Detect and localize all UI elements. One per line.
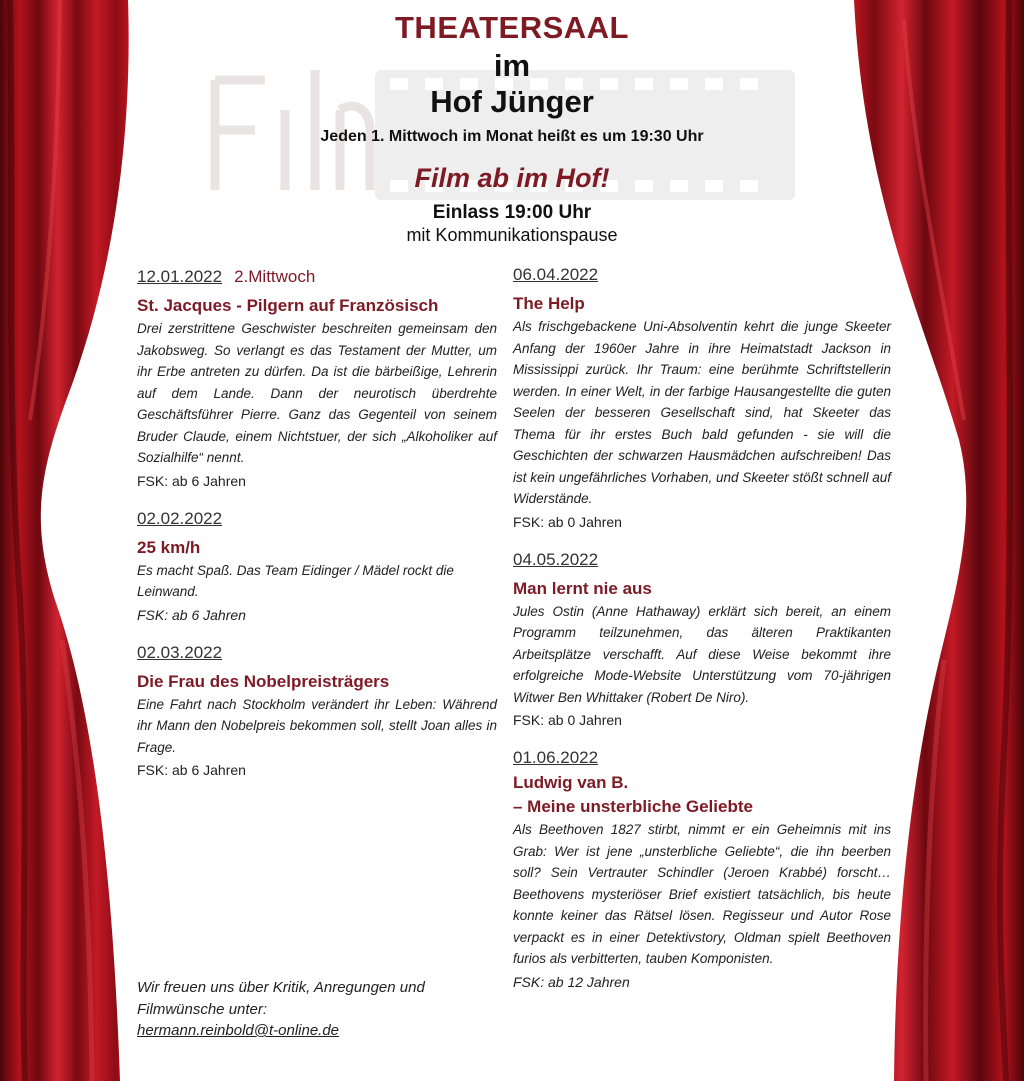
event-date-row xyxy=(513,264,891,286)
event-item xyxy=(513,549,891,732)
venue-heading-hof: Hof Jünger xyxy=(430,84,594,119)
feedback-note xyxy=(137,977,492,1042)
event-date-row xyxy=(137,642,497,664)
event-date: 12.01.2022 xyxy=(137,267,223,286)
event-date-row xyxy=(137,266,497,288)
event-date: 06.04.2022 xyxy=(513,265,599,284)
event-date-row xyxy=(513,747,891,769)
venue-heading: THEATERSAAL xyxy=(395,10,629,45)
event-item xyxy=(137,642,497,782)
event-item xyxy=(513,264,891,533)
contact-email-link[interactable]: hermann.reinbold@t-online.de xyxy=(137,1022,340,1039)
event-description: Es macht Spaß. Das Team Eidinger / Mädel rockt die Leinwand. xyxy=(137,562,454,599)
event-title: Man lernt nie aus xyxy=(513,578,652,598)
event-age-rating: FSK: ab 0 Jahren xyxy=(513,513,622,530)
event-item xyxy=(137,508,497,626)
admission-time: Einlass 19:00 Uhr xyxy=(432,202,592,223)
event-description: Eine Fahrt nach Stockholm verändert ihr Leben: Während ihr Mann den Nobelpreis bekommen soll, stellt Joan alles in Frage. xyxy=(137,696,497,755)
event-subtitle: – Meine unsterbliche Geliebte xyxy=(513,797,753,816)
event-description: Drei zerstrittene Geschwister beschreiten gemeinsam den Jakobsweg. So verlangt es das Testament der Mutter, um ihr Erbe antreten zu dürfen. Da ist die bärbeißige, Lehrerin auf dem Lande. Dann der neurotisch überdrehte Geschäftsführer Pierre. Ganz das Gegenteil von seinem Bruder Claude, einem Nichtstuer, der sich „Alkoholiker auf Sozialhilfe“ nennt. xyxy=(137,321,497,465)
events-column-left xyxy=(137,266,497,791)
event-item xyxy=(513,747,891,993)
event-title: Die Frau des Nobelpreisträgers xyxy=(137,671,390,691)
event-date: 02.03.2022 xyxy=(137,642,223,662)
event-description: Als frischgebackene Uni-Absolventin kehrt die junge Skeeter Anfang der 1960er Jahre in ihre Heimatstadt Jackson in Mississippi zurück. Ihr Traum: eine berühmte Schriftstellerin werden. In einer Welt, in der farbige Hausangestellte die guten Seelen der besseren Gesellschaft sind, hat Skeeter das Thema für ihr erstes Buch bald gefunden - sie will die Geschichten der schwarzen Hausmädchen aufschreiben! Das ist kein ungefährliches Vorhaben, und Skeeter stößt schnell auf Widerstände. xyxy=(513,319,891,506)
events-column-right xyxy=(513,264,891,1003)
feedback-text: Wir freuen uns über Kritik, Anregungen und Filmwünsche unter: xyxy=(137,979,425,1018)
schedule-line: Jeden 1. Mittwoch im Monat heißt es um 19:30 Uhr xyxy=(320,128,704,145)
event-age-rating: FSK: ab 6 Jahren xyxy=(137,606,246,623)
break-note: mit Kommunikationspause xyxy=(406,225,618,245)
event-title: The Help xyxy=(513,294,585,313)
event-description: Jules Ostin (Anne Hathaway) erklärt sich bereit, an einem Programm teilzunehmen, das älteren Praktikanten Arbeitsplätze verschafft. Auf diese Weise bekommt ihre erfolgreiche Mode-Website Unterstützung vom 70-jährigen Witwer Ben Whittaker (Robert De Niro). xyxy=(513,603,891,705)
event-age-rating: FSK: ab 6 Jahren xyxy=(137,472,246,489)
event-item xyxy=(137,266,497,492)
event-age-rating: FSK: ab 12 Jahren xyxy=(513,973,630,990)
event-date-note: 2.Mittwoch xyxy=(234,267,316,286)
event-age-rating: FSK: ab 0 Jahren xyxy=(513,712,622,728)
event-date-row xyxy=(137,508,497,530)
event-date: 01.06.2022 xyxy=(513,748,599,767)
event-age-rating: FSK: ab 6 Jahren xyxy=(137,762,246,778)
event-date: 02.02.2022 xyxy=(137,508,223,528)
slogan: Film ab im Hof! xyxy=(414,163,610,193)
venue-heading-im: im xyxy=(493,48,531,83)
event-date-row xyxy=(513,549,891,571)
event-title: Ludwig van B. xyxy=(513,773,629,792)
event-date: 04.05.2022 xyxy=(513,549,599,569)
event-description: Als Beethoven 1827 stirbt, nimmt er ein Geheimnis mit ins Grab: Wer ist jene „unsterbliche Geliebte“, die ihn beerben soll? Sein Vertrauter Schindler (Jeroen Krabbé) forscht… Beethovens mysteriöser Brief existiert tatsächlich, bis heute konnte keiner das Rätsel lösen. Regisseur und Autor Rose verpackt es in einer Detektivstory, Oldman spielt Beethoven furios als verbitterten, tauben Komponisten. xyxy=(513,822,891,966)
event-title: 25 km/h xyxy=(137,537,201,557)
event-title: St. Jacques - Pilgern auf Französisch xyxy=(137,296,439,315)
